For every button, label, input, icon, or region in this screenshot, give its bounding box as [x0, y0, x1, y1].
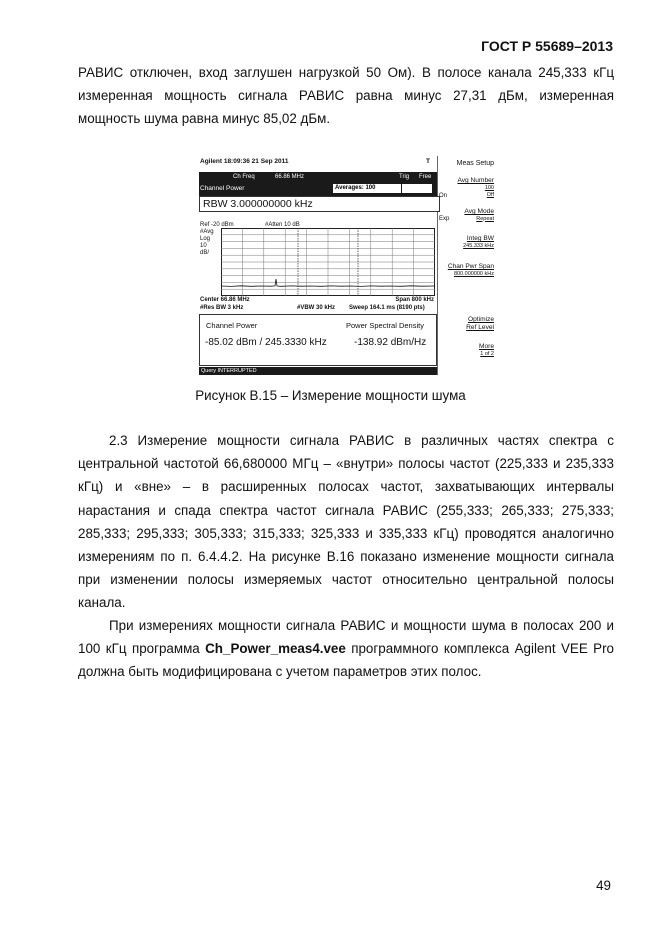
- paragraph-intro: РАВИС отключен, вход заглушен нагрузкой 50 Ом). В полосе канала 245,333 кГц измеренная мощность сигнала РАВИС равна минус 27,31 дБм, измеренная мощность шума равна минус 85,02 дБм.: [78, 65, 614, 127]
- p3-text-before: При измерениях мощности сигнала РАВИС и мощности шума в полосах 200 и 100 кГц программа: [78, 618, 614, 657]
- rbw-entry-field[interactable]: RBW 3.000000000 kHz: [199, 196, 440, 212]
- log-label: Log: [200, 236, 211, 242]
- more-page: 1 of 2: [480, 350, 494, 357]
- video-bandwidth: #VBW 30 kHz: [297, 305, 336, 311]
- spectrum-graticule: [221, 228, 435, 296]
- softkey-avg-number[interactable]: [457, 177, 494, 200]
- avg-mode-label: Avg Mode: [464, 208, 494, 215]
- mode-title: Channel Power: [200, 185, 245, 192]
- chan-pwr-span-value: 800.000000 kHz: [453, 270, 494, 277]
- resolution-bandwidth: #Res BW 3 kHz: [200, 305, 244, 311]
- sweep-time: Sweep 164.1 ms (8190 pts): [349, 305, 425, 311]
- blank-box: [402, 184, 432, 193]
- program-name: Ch_Power_meas4.vee: [205, 641, 346, 657]
- softkey-chan-pwr-span[interactable]: [448, 263, 494, 278]
- ch-freq-value: 66.86 MHz: [275, 174, 305, 180]
- softkey-panel: [439, 156, 496, 375]
- attenuation: #Atten 10 dB: [265, 222, 300, 228]
- measurement-bar: [199, 172, 437, 196]
- psd-value: -138.92 dBm/Hz: [354, 337, 427, 348]
- softkey-menu-title: Meas Setup: [456, 160, 494, 167]
- avg-mode-value: Repeat: [476, 215, 494, 222]
- more-label: More: [478, 343, 494, 350]
- center-frequency: Center 66.86 MHz: [200, 297, 250, 303]
- optimize-label: Optimize: [467, 316, 494, 323]
- analyzer-display: [199, 156, 438, 375]
- softkey-integ-bw[interactable]: [463, 235, 494, 250]
- query-status: Query INTERRUPTED: [199, 367, 437, 375]
- document-header: ГОСТ Р 55689–2013: [481, 38, 613, 54]
- frequency-span: Span 800 kHz: [395, 297, 434, 303]
- avg-mode-exp: Exp: [439, 216, 450, 222]
- chan-pwr-span-label: Chan Pwr Span: [447, 263, 494, 270]
- paragraph-modification: [78, 614, 614, 684]
- integ-bw-value: 245.333 kHz: [463, 242, 494, 249]
- avg-number-value: 100: [484, 184, 494, 191]
- ref-level: Ref -20 dBm: [200, 222, 234, 228]
- status-bar: [200, 156, 436, 168]
- page-number: 49: [596, 878, 611, 893]
- softkey-optimize-ref-level[interactable]: [466, 316, 494, 331]
- avg-number-off: Off: [486, 192, 494, 198]
- figure-caption: Рисунок В.15 – Измерение мощности шума: [195, 388, 466, 403]
- paragraph-section-2-3: 2.3 Измерение мощности сигнала РАВИС в различных частях спектра с центральной частотой 66,680000 МГц – «внутри» полосы частот (225,333 и 235,333 кГц) и «вне» – в расширенных полосах частот, захватывающих интервалы нарастания и спада спектра частот сигнала РАВИС (255,333; 265,333; 275,333; 285,333; 295,333; 305,333; 315,333; 325,333 и 335,333 кГц) проводятся аналогично измерениям по п. 6.4.4.2. На рисунке В.16 показано изменение мощности сигнала при изменении полосы измеряемых частот относительно центральной полосы канала.: [78, 433, 614, 611]
- p3-text-after: программного комплекса Agilent VEE Pro должна быть модифицирована с учетом параметров этих полос.: [78, 641, 614, 680]
- result-panel: [199, 314, 437, 366]
- psd-label: Power Spectral Density: [346, 321, 424, 330]
- ch-freq-label: Ch Freq: [233, 174, 255, 180]
- scale-label: 10: [200, 243, 207, 249]
- channel-power-value: -85.02 dBm / 245.3330 kHz: [205, 337, 327, 348]
- unit-label: dB/: [200, 250, 210, 256]
- softkey-avg-mode[interactable]: [464, 208, 494, 223]
- avg-number-on: On: [439, 193, 448, 199]
- spectrum-analyzer-screenshot: [199, 156, 496, 375]
- trig-label: Trig: [399, 174, 410, 180]
- ref-level-label: Ref Level: [466, 323, 494, 331]
- avg-number-label: Avg Number: [457, 177, 494, 184]
- averages-box: Averages: 100: [333, 184, 401, 193]
- status-text: Agilent 18:09:36 21 Sep 2011: [200, 158, 289, 165]
- channel-power-label: Channel Power: [206, 321, 258, 330]
- softkey-more[interactable]: [479, 343, 494, 358]
- integ-bw-label: Integ BW: [466, 235, 494, 242]
- avg-label: #Avg: [200, 229, 214, 235]
- status-trace-indicator: T: [426, 158, 430, 165]
- free-label: Free: [419, 174, 432, 180]
